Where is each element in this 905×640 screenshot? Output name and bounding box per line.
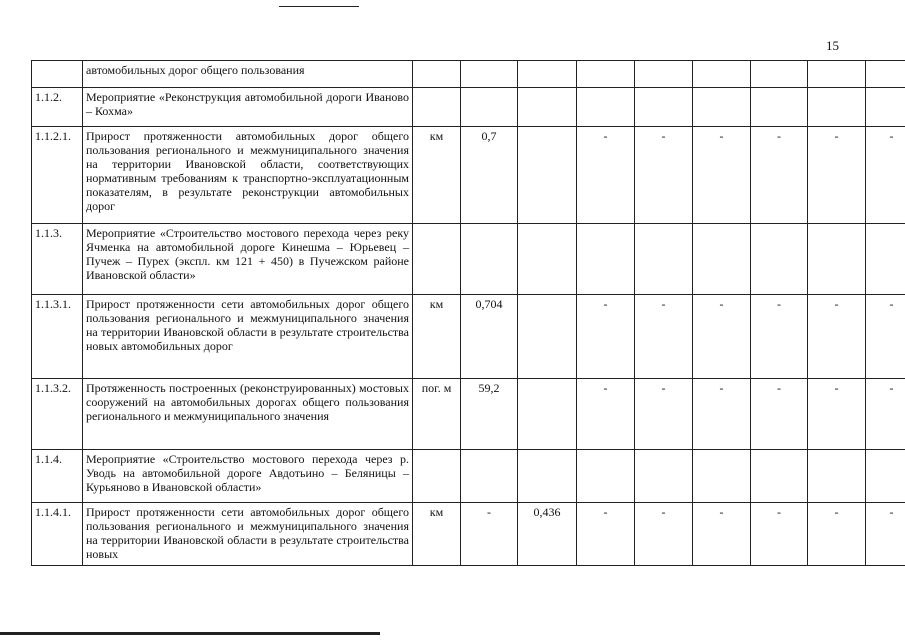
unit-cell: км bbox=[413, 127, 461, 224]
row-number-cell: 1.1.4. bbox=[32, 450, 83, 503]
row-number-cell: 1.1.2.1. bbox=[32, 127, 83, 224]
unit-cell bbox=[413, 61, 461, 88]
value-cell bbox=[693, 88, 751, 127]
value-cell: - bbox=[808, 503, 866, 566]
unit-cell: км bbox=[413, 295, 461, 379]
value-cell bbox=[461, 61, 518, 88]
value-cell bbox=[751, 61, 808, 88]
value-cell: - bbox=[461, 503, 518, 566]
table-row bbox=[32, 61, 905, 88]
table-row bbox=[32, 450, 905, 503]
value-cell bbox=[518, 379, 577, 450]
bottom-edge-bar bbox=[0, 632, 380, 635]
table-row bbox=[32, 295, 905, 379]
value-cell: - bbox=[866, 127, 905, 224]
value-cell: - bbox=[693, 127, 751, 224]
description-cell: Прирост протяженности автомобильных дорог общего пользования регионального и межмуниципального значения на территории Ивановской области, соответствующих нормативным требованиям к транспортно-эксплуатационным показателям, в результате реконструкции автомобильных дорог bbox=[83, 127, 413, 224]
description-cell: Прирост протяженности сети автомобильных дорог общего пользования регионального и межмуниципального значения на территории Ивановской области в результате строительства новых bbox=[83, 503, 413, 566]
value-cell: - bbox=[693, 295, 751, 379]
value-cell bbox=[461, 224, 518, 295]
value-cell bbox=[808, 61, 866, 88]
value-cell bbox=[808, 450, 866, 503]
value-cell: - bbox=[751, 295, 808, 379]
value-cell: - bbox=[577, 503, 635, 566]
row-number-cell: 1.1.3. bbox=[32, 224, 83, 295]
value-cell bbox=[635, 450, 693, 503]
page-number: 15 bbox=[826, 38, 839, 53]
value-cell: 59,2 bbox=[461, 379, 518, 450]
unit-cell bbox=[413, 450, 461, 503]
value-cell bbox=[808, 224, 866, 295]
table-row bbox=[32, 379, 905, 450]
value-cell: - bbox=[866, 379, 905, 450]
value-cell: - bbox=[577, 295, 635, 379]
top-rule bbox=[279, 6, 359, 7]
value-cell bbox=[518, 61, 577, 88]
description-cell: Протяженность построенных (реконструированных) мостовых сооружений на автомобильных дорогах общего пользования регионального и межмуниципального значения bbox=[83, 379, 413, 450]
value-cell: - bbox=[635, 379, 693, 450]
value-cell bbox=[461, 88, 518, 127]
value-cell: - bbox=[751, 379, 808, 450]
row-number-cell: 1.1.3.2. bbox=[32, 379, 83, 450]
value-cell bbox=[635, 88, 693, 127]
value-cell bbox=[866, 450, 905, 503]
value-cell: - bbox=[693, 503, 751, 566]
value-cell bbox=[635, 61, 693, 88]
value-cell bbox=[518, 127, 577, 224]
value-cell bbox=[866, 61, 905, 88]
value-cell: - bbox=[635, 127, 693, 224]
value-cell bbox=[518, 450, 577, 503]
unit-cell: км bbox=[413, 503, 461, 566]
row-number-cell: 1.1.2. bbox=[32, 88, 83, 127]
value-cell bbox=[866, 88, 905, 127]
value-cell bbox=[693, 61, 751, 88]
value-cell bbox=[577, 450, 635, 503]
unit-cell bbox=[413, 88, 461, 127]
value-cell bbox=[751, 88, 808, 127]
table-row bbox=[32, 224, 905, 295]
value-cell: - bbox=[808, 127, 866, 224]
value-cell: - bbox=[866, 503, 905, 566]
row-number-cell bbox=[32, 61, 83, 88]
value-cell: - bbox=[808, 379, 866, 450]
value-cell: 0,436 bbox=[518, 503, 577, 566]
value-cell bbox=[693, 450, 751, 503]
value-cell bbox=[518, 295, 577, 379]
value-cell bbox=[577, 224, 635, 295]
value-cell bbox=[518, 88, 577, 127]
value-cell: - bbox=[635, 503, 693, 566]
value-cell bbox=[461, 450, 518, 503]
description-cell: Мероприятие «Строительство мостового перехода через р. Уводь на автомобильной дороге Авдотьино – Беляницы – Курьяново в Ивановской области» bbox=[83, 450, 413, 503]
description-cell: Прирост протяженности сети автомобильных дорог общего пользования регионального и межмуниципального значения на территории Ивановской области в результате строительства новых автомобильных дорог bbox=[83, 295, 413, 379]
unit-cell bbox=[413, 224, 461, 295]
value-cell: - bbox=[751, 127, 808, 224]
value-cell bbox=[577, 88, 635, 127]
indicators-table bbox=[31, 60, 905, 566]
value-cell: 0,704 bbox=[461, 295, 518, 379]
value-cell bbox=[751, 450, 808, 503]
value-cell bbox=[518, 224, 577, 295]
value-cell bbox=[808, 88, 866, 127]
table-row bbox=[32, 127, 905, 224]
value-cell bbox=[751, 224, 808, 295]
value-cell: 0,7 bbox=[461, 127, 518, 224]
value-cell bbox=[635, 224, 693, 295]
value-cell bbox=[866, 224, 905, 295]
value-cell: - bbox=[693, 379, 751, 450]
description-cell: Мероприятие «Реконструкция автомобильной дороги Иваново – Кохма» bbox=[83, 88, 413, 127]
value-cell: - bbox=[751, 503, 808, 566]
value-cell bbox=[693, 224, 751, 295]
row-number-cell: 1.1.4.1. bbox=[32, 503, 83, 566]
table-row bbox=[32, 88, 905, 127]
value-cell: - bbox=[577, 127, 635, 224]
value-cell bbox=[577, 61, 635, 88]
value-cell: - bbox=[808, 295, 866, 379]
value-cell: - bbox=[866, 295, 905, 379]
description-cell: Мероприятие «Строительство мостового перехода через реку Ячменка на автомобильной дороге Кинешма – Юрьевец – Пучеж – Пурех (экспл. км 121 + 450) в Пучежском районе Ивановской области» bbox=[83, 224, 413, 295]
unit-cell: пог. м bbox=[413, 379, 461, 450]
description-cell: автомобильных дорог общего пользования bbox=[83, 61, 413, 88]
row-number-cell: 1.1.3.1. bbox=[32, 295, 83, 379]
value-cell: - bbox=[635, 295, 693, 379]
value-cell: - bbox=[577, 379, 635, 450]
table-row bbox=[32, 503, 905, 566]
